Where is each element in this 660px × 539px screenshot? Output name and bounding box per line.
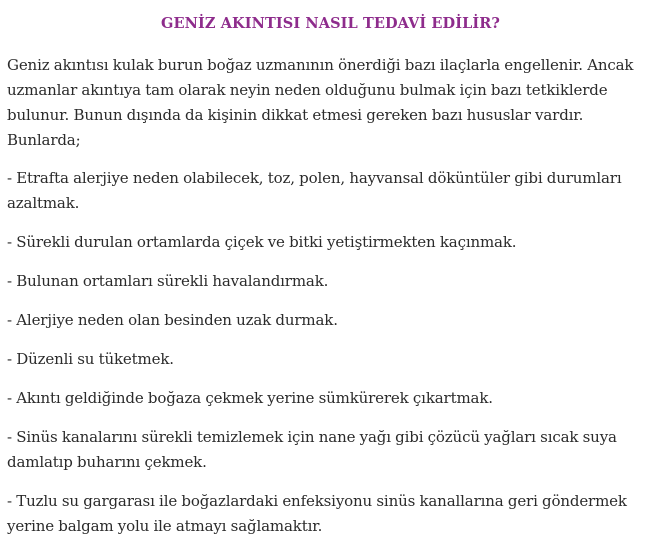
list-item-ventilate: - Bulunan ortamları sürekli havalandırmak. bbox=[7, 272, 329, 290]
list-item-avoid-allergen-food: - Alerjiye neden olan besinden uzak durmak. bbox=[7, 311, 338, 329]
list-item-salt-gargle: - Tuzlu su gargarası ile boğazlardaki enfeksiyonu sinüs kanallarına geri göndermek yerine balgam yolu ile atmayı sağlamaktır. bbox=[7, 492, 627, 535]
list-item-avoid-plants: - Sürekli durulan ortamlarda çiçek ve bitki yetiştirmekten kaçınmak. bbox=[7, 233, 517, 251]
intro-paragraph: Geniz akıntısı kulak burun boğaz uzmanının önerdiği bazı ilaçlarla engellenir. Ancak uzmanlar akıntıya tam olarak neyin neden olduğunu bulmak için bazı tetkiklerde bulunur. Bunun dışında da kişinin dikkat etmesi gereken bazı hususlar vardır. Bunlarda; bbox=[7, 56, 634, 149]
list-item-steam-inhalation: - Sinüs kanalarını sürekli temizlemek için nane yağı gibi çözücü yağları sıcak suya damlatıp buharını çekmek. bbox=[7, 428, 617, 471]
list-item-dust-allergens: - Etrafta alerjiye neden olabilecek, toz, polen, hayvansal döküntüler gibi durumları azaltmak. bbox=[7, 169, 622, 212]
list-item-drink-water: - Düzenli su tüketmek. bbox=[7, 350, 174, 368]
article-title: GENİZ AKINTISI NASIL TEDAVİ EDİLİR? bbox=[161, 15, 500, 32]
list-item-blow-nose: - Akıntı geldiğinde boğaza çekmek yerine sümkürerek çıkartmak. bbox=[7, 389, 493, 407]
